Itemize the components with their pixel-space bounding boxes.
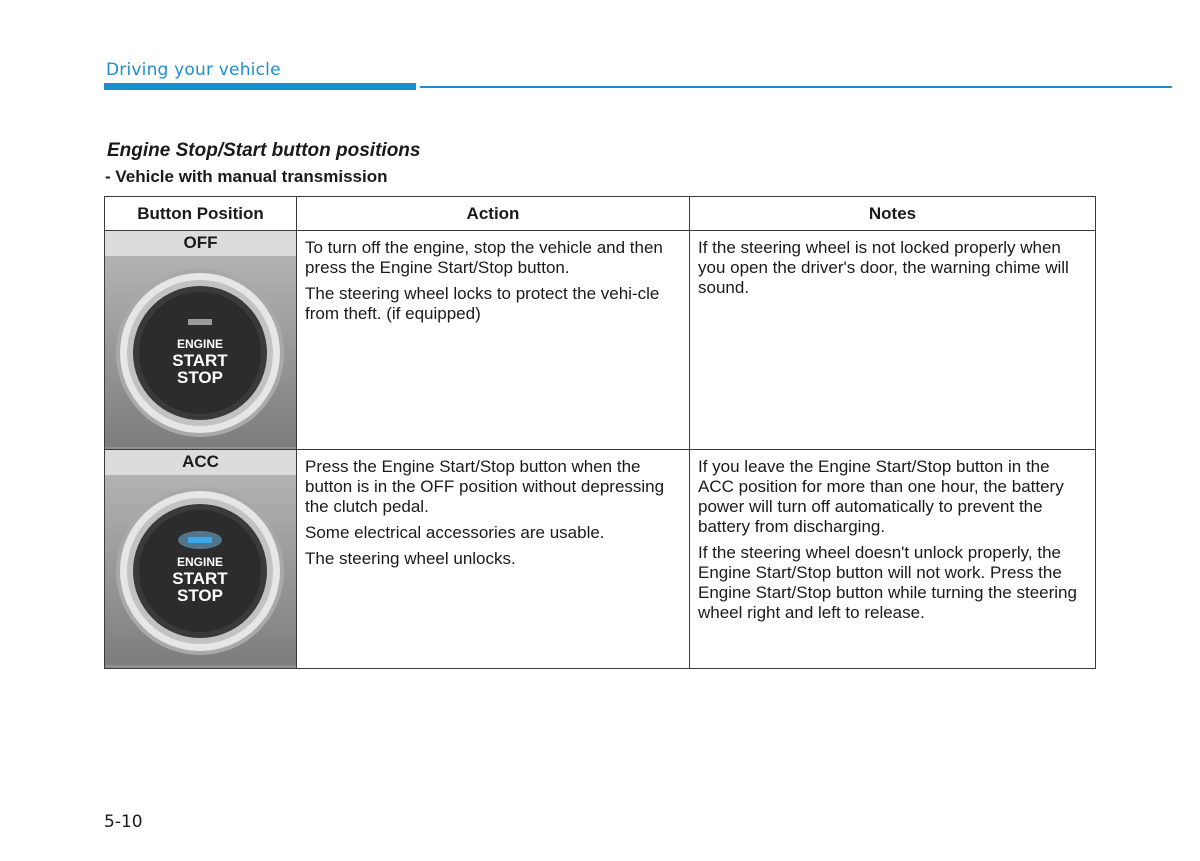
action-text: The steering wheel locks to protect the vehi-cle from theft. (if equipped)	[305, 284, 660, 323]
button-text-stop: STOP	[177, 368, 223, 387]
notes-text: If the steering wheel is not locked properly when you open the driver's door, the warning chime will sound.	[698, 238, 1069, 297]
engine-button-acc-image	[105, 475, 296, 665]
notes-text: If you leave the Engine Start/Stop button in the ACC position for more than one hour, the battery power will turn off automatically to prevent the battery from discharging.	[698, 457, 1064, 536]
header-notes: Notes	[690, 197, 1096, 231]
chapter-title: Driving your vehicle	[106, 60, 281, 80]
button-positions-table	[104, 196, 1096, 669]
button-text-start: START	[172, 351, 228, 370]
button-text-engine: ENGINE	[176, 337, 224, 351]
header-button-position: Button Position	[105, 197, 297, 231]
action-cell-acc	[297, 450, 690, 669]
engine-button-off-image	[105, 256, 296, 447]
chapter-bar-thin	[420, 86, 1172, 88]
button-text-start: START	[172, 569, 228, 588]
action-text: Some electrical accessories are usable.	[305, 523, 605, 542]
button-text-engine: ENGINE	[176, 555, 224, 569]
section-subtitle: - Vehicle with manual transmission	[105, 167, 388, 186]
page-number: 5-10	[104, 812, 143, 832]
notes-cell-acc	[690, 450, 1096, 669]
section-title: Engine Stop/Start button positions	[107, 140, 421, 161]
position-cell-off	[105, 231, 297, 450]
notes-text: If the steering wheel doesn't unlock properly, the Engine Start/Stop button will not work. Press the Engine Start/Stop button while turning the steering wheel right and left to release.	[698, 543, 1077, 622]
action-text: The steering wheel unlocks.	[305, 549, 516, 568]
table-row-off	[105, 231, 1096, 450]
action-text: To turn off the engine, stop the vehicle and then press the Engine Start/Stop button.	[305, 238, 663, 277]
chapter-bar-thick	[104, 83, 416, 90]
notes-cell-off	[690, 231, 1096, 450]
position-cell-acc	[105, 450, 297, 669]
indicator-blue	[188, 537, 212, 543]
indicator-off	[188, 319, 212, 325]
action-cell-off	[297, 231, 690, 450]
button-text-stop: STOP	[177, 586, 223, 605]
table-row-acc	[105, 450, 1096, 669]
position-label-acc: ACC	[105, 450, 296, 475]
table-header-row	[105, 197, 1096, 231]
action-text: Press the Engine Start/Stop button when the button is in the OFF position without depressing the clutch pedal.	[305, 457, 665, 516]
header-action: Action	[297, 197, 690, 231]
position-label-off: OFF	[105, 231, 296, 256]
